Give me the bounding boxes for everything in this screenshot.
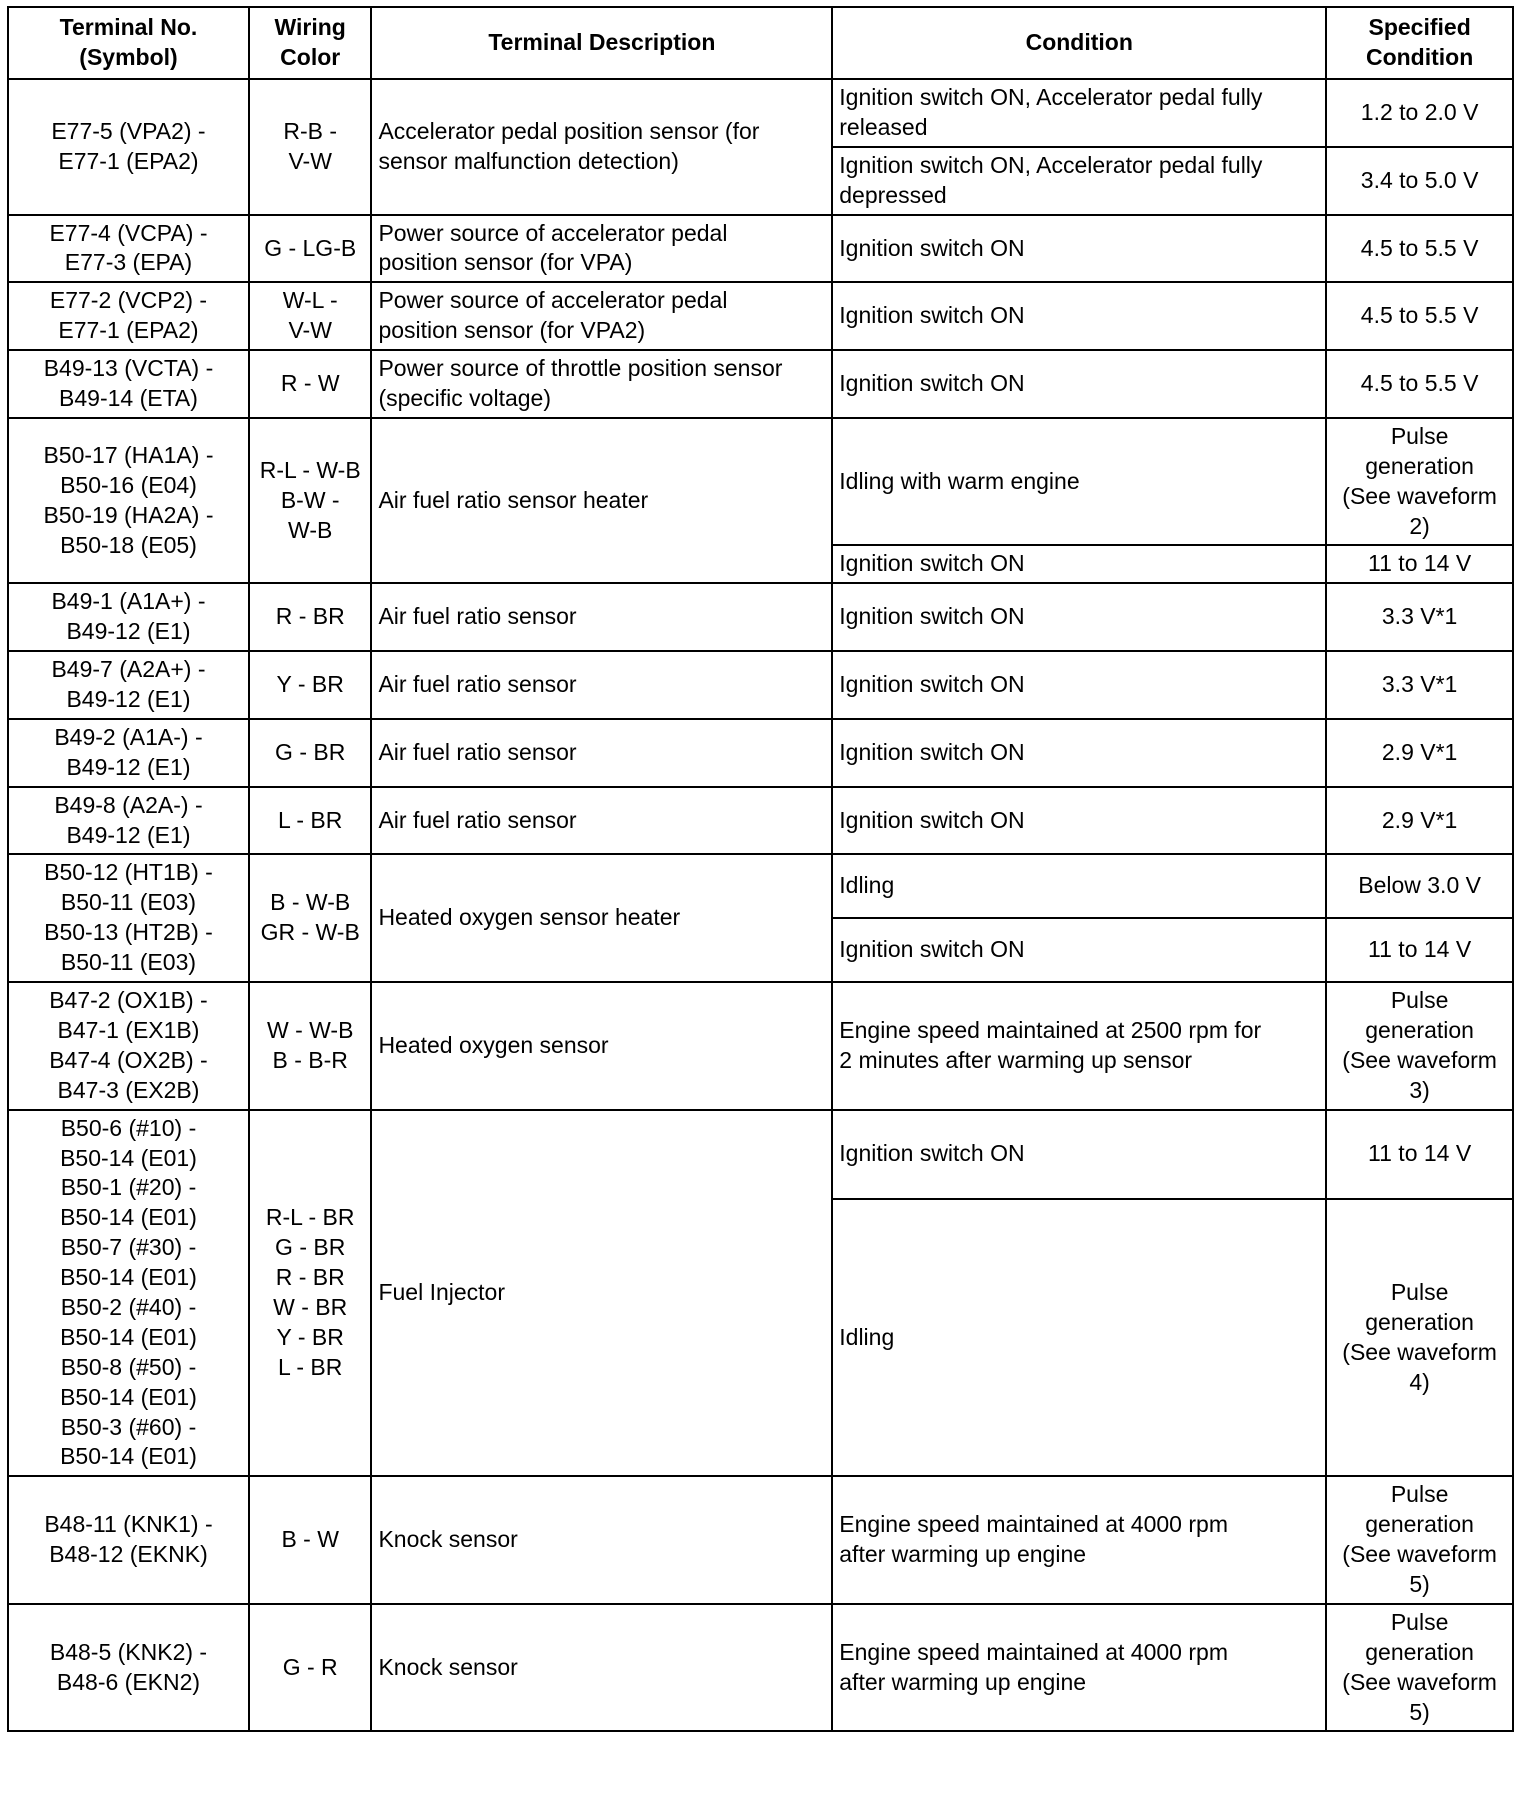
specified-condition-cell	[1326, 418, 1513, 546]
condition-line: Engine speed maintained at 4000 rpm	[839, 1638, 1228, 1665]
description-line: Heated oxygen sensor heater	[378, 904, 681, 931]
header-line: Terminal Description	[488, 29, 716, 56]
description-cell	[371, 418, 832, 583]
condition-cell	[832, 918, 1326, 982]
condition-line: Ignition switch ON	[839, 603, 1025, 630]
terminal-cell	[8, 215, 249, 283]
specified-condition-cell	[1326, 918, 1513, 982]
condition-line: Ignition switch ON	[839, 370, 1025, 397]
description-line: Power source of accelerator pedal	[378, 219, 728, 246]
table-row	[8, 1604, 1513, 1732]
header-wiring-color	[249, 7, 371, 79]
description-line: Air fuel ratio sensor	[378, 603, 577, 630]
specified-condition-cell	[1326, 1110, 1513, 1199]
terminal-line: B50-14 (E01)	[60, 1204, 197, 1231]
table-body	[8, 79, 1513, 1731]
terminal-line: B50-13 (HT2B) -	[44, 919, 213, 946]
terminal-line: B49-8 (A2A-) -	[54, 791, 203, 818]
terminal-cell	[8, 1110, 249, 1477]
terminal-line: B50-11 (E03)	[60, 889, 197, 916]
condition-cell	[832, 79, 1326, 147]
condition-cell	[832, 1199, 1326, 1476]
spec-line: Pulse	[1390, 1608, 1449, 1635]
description-cell	[371, 719, 832, 787]
terminal-cell	[8, 282, 249, 350]
terminal-line: B50-14 (E01)	[60, 1323, 197, 1350]
condition-cell	[832, 787, 1326, 855]
terminal-line: B48-11 (KNK1) -	[44, 1511, 213, 1538]
wiring-line: B - W-B	[270, 889, 351, 916]
terminal-line: B47-1 (EX1B)	[57, 1016, 200, 1043]
terminal-cell	[8, 854, 249, 982]
condition-line: Idling with warm engine	[839, 467, 1080, 494]
terminal-line: B50-8 (#50) -	[60, 1353, 197, 1380]
terminal-line: B48-5 (KNK2) -	[49, 1638, 208, 1665]
condition-line: 2 minutes after warming up sensor	[839, 1046, 1193, 1073]
terminal-line: E77-3 (EPA)	[64, 249, 193, 276]
description-cell	[371, 651, 832, 719]
description-line: sensor malfunction detection)	[378, 147, 679, 174]
description-line: Air fuel ratio sensor heater	[378, 486, 649, 513]
spec-line: 3.4 to 5.0 V	[1360, 166, 1479, 193]
terminal-line: B50-2 (#40) -	[60, 1293, 197, 1320]
wiring-line: G - LG-B	[264, 234, 357, 261]
terminal-cell	[8, 1604, 249, 1732]
condition-line: released	[839, 113, 928, 140]
terminal-line: B47-3 (EX2B)	[57, 1076, 200, 1103]
condition-cell	[832, 1604, 1326, 1732]
terminal-line: E77-1 (EPA2)	[58, 147, 199, 174]
spec-line: 3)	[1409, 1076, 1430, 1103]
description-line: Power source of accelerator pedal	[378, 287, 728, 314]
header-line: Terminal No.	[59, 14, 198, 41]
header-terminal-description	[371, 7, 832, 79]
wiring-color-cell	[249, 651, 371, 719]
condition-line: Ignition switch ON	[839, 550, 1025, 577]
wiring-line: L - BR	[278, 1353, 343, 1380]
spec-line: 5)	[1409, 1698, 1430, 1725]
description-cell	[371, 1476, 832, 1604]
specified-condition-cell	[1326, 147, 1513, 215]
table-row	[8, 1110, 1513, 1199]
description-line: Accelerator pedal position sensor (for	[378, 117, 760, 144]
specified-condition-cell	[1326, 1476, 1513, 1604]
wiring-line: R-B -	[283, 117, 338, 144]
terminal-line: B49-14 (ETA)	[59, 385, 198, 412]
header-line: Condition	[1025, 29, 1133, 56]
terminal-line: B49-1 (A1A+) -	[51, 588, 206, 615]
terminal-line: B49-2 (A1A-) -	[54, 723, 203, 750]
condition-cell	[832, 854, 1326, 918]
description-line: Heated oxygen sensor	[378, 1031, 609, 1058]
description-line: Knock sensor	[378, 1526, 518, 1553]
condition-cell	[832, 982, 1326, 1110]
spec-line: Pulse	[1390, 1278, 1449, 1305]
terminal-line: B50-11 (E03)	[60, 949, 197, 976]
description-line: Air fuel ratio sensor	[378, 806, 577, 833]
table-row	[8, 215, 1513, 283]
terminal-line: B49-12 (E1)	[66, 821, 191, 848]
wiring-color-cell	[249, 1476, 371, 1604]
terminal-line: B49-12 (E1)	[66, 753, 191, 780]
wiring-line: B-W -	[280, 486, 340, 513]
terminal-cell	[8, 719, 249, 787]
description-cell	[371, 350, 832, 418]
table-row	[8, 787, 1513, 855]
specified-condition-cell	[1326, 982, 1513, 1110]
description-cell	[371, 282, 832, 350]
specified-condition-cell	[1326, 1199, 1513, 1476]
wiring-line: W - W-B	[266, 1016, 354, 1043]
description-line: position sensor (for VPA)	[378, 249, 633, 276]
header-line: (Symbol)	[79, 44, 178, 70]
condition-line: Ignition switch ON	[839, 738, 1025, 765]
wiring-line: W - BR	[273, 1293, 348, 1320]
spec-line: 4)	[1409, 1368, 1430, 1395]
condition-cell	[832, 545, 1326, 583]
terminal-line: B50-14 (E01)	[60, 1264, 197, 1291]
specified-condition-cell	[1326, 282, 1513, 350]
description-cell	[371, 1110, 832, 1477]
spec-line: (See waveform	[1342, 1338, 1497, 1365]
wiring-line: R - BR	[275, 603, 345, 630]
wiring-line: W-B	[288, 516, 333, 543]
description-line: Power source of throttle position sensor	[378, 355, 783, 382]
wiring-color-cell	[249, 79, 371, 215]
terminal-cell	[8, 350, 249, 418]
specified-condition-cell	[1326, 719, 1513, 787]
wiring-line: GR - W-B	[260, 919, 360, 946]
spec-line: 3.3 V*1	[1381, 671, 1458, 698]
wiring-line: G - BR	[275, 738, 346, 765]
spec-line: generation	[1365, 1016, 1474, 1043]
condition-cell	[832, 350, 1326, 418]
header-line: Specified	[1368, 14, 1471, 41]
description-cell	[371, 583, 832, 651]
terminal-line: B50-18 (E05)	[60, 531, 197, 558]
terminal-cell	[8, 418, 249, 583]
specified-condition-cell	[1326, 854, 1513, 918]
terminal-line: B50-3 (#60) -	[60, 1413, 197, 1440]
spec-line: (See waveform	[1342, 1668, 1497, 1695]
spec-line: (See waveform	[1342, 482, 1497, 509]
condition-line: Ignition switch ON	[839, 234, 1025, 261]
terminal-cell	[8, 787, 249, 855]
table-row	[8, 1476, 1513, 1604]
header-line: Wiring	[274, 14, 346, 41]
specified-condition-cell	[1326, 1604, 1513, 1732]
terminal-cell	[8, 79, 249, 215]
terminal-line: B50-1 (#20) -	[60, 1174, 197, 1201]
wiring-line: L - BR	[278, 806, 343, 833]
spec-line: generation	[1365, 1308, 1474, 1335]
terminal-line: B50-16 (E04)	[60, 471, 197, 498]
spec-line: Pulse	[1390, 987, 1449, 1014]
condition-line: Ignition switch ON, Accelerator pedal fully	[839, 151, 1263, 178]
condition-cell	[832, 1110, 1326, 1199]
description-cell	[371, 787, 832, 855]
spec-line: Pulse	[1390, 1481, 1449, 1508]
header-line: Color	[280, 44, 341, 70]
header-line: Condition	[1365, 44, 1474, 70]
terminal-cell	[8, 1476, 249, 1604]
header-condition	[832, 7, 1326, 79]
condition-cell	[832, 1476, 1326, 1604]
wiring-line: G - R	[282, 1653, 338, 1680]
terminal-line: B48-6 (EKN2)	[56, 1668, 201, 1695]
condition-cell	[832, 583, 1326, 651]
wiring-line: B - W	[281, 1526, 339, 1553]
condition-line: Ignition switch ON	[839, 671, 1025, 698]
wiring-color-cell	[249, 350, 371, 418]
specified-condition-cell	[1326, 350, 1513, 418]
terminal-line: B47-2 (OX1B) -	[49, 987, 208, 1014]
terminal-line: B50-14 (E01)	[60, 1144, 197, 1171]
wiring-color-cell	[249, 854, 371, 982]
specified-condition-cell	[1326, 787, 1513, 855]
condition-line: after warming up engine	[839, 1668, 1087, 1695]
condition-line: Engine speed maintained at 2500 rpm for	[839, 1016, 1262, 1043]
wiring-line: W-L -	[282, 287, 338, 314]
terminal-cell	[8, 982, 249, 1110]
terminal-line: B48-12 (EKNK)	[49, 1541, 208, 1568]
spec-line: 2.9 V*1	[1381, 806, 1458, 833]
terminal-line: B47-4 (OX2B) -	[49, 1046, 208, 1073]
terminal-line: B50-19 (HA2A) -	[43, 501, 214, 528]
terminal-cell	[8, 651, 249, 719]
condition-cell	[832, 282, 1326, 350]
wiring-color-cell	[249, 982, 371, 1110]
specified-condition-cell	[1326, 651, 1513, 719]
condition-cell	[832, 418, 1326, 546]
terminal-line: B49-13 (VCTA) -	[43, 355, 214, 382]
wiring-color-cell	[249, 719, 371, 787]
condition-line: Ignition switch ON, Accelerator pedal fully	[839, 84, 1263, 110]
spec-line: (See waveform	[1342, 1046, 1497, 1073]
specified-condition-cell	[1326, 79, 1513, 147]
table-row	[8, 350, 1513, 418]
description-cell	[371, 1604, 832, 1732]
wiring-line: G - BR	[275, 1234, 346, 1261]
specified-condition-cell	[1326, 583, 1513, 651]
spec-line: generation	[1365, 1511, 1474, 1538]
description-cell	[371, 854, 832, 982]
wiring-line: R - BR	[275, 1264, 345, 1291]
condition-line: Idling	[839, 1323, 895, 1350]
terminal-line: E77-1 (EPA2)	[58, 317, 199, 344]
condition-line: Ignition switch ON	[839, 1140, 1025, 1167]
spec-line: 11 to 14 V	[1368, 550, 1472, 577]
table-row	[8, 79, 1513, 147]
description-line: position sensor (for VPA2)	[378, 317, 646, 344]
terminal-line: B50-12 (HT1B) -	[44, 859, 213, 886]
wiring-line: Y - BR	[276, 671, 344, 698]
wiring-line: B - B-R	[272, 1046, 348, 1073]
condition-cell	[832, 719, 1326, 787]
condition-line: Engine speed maintained at 4000 rpm	[839, 1511, 1228, 1538]
specified-condition-cell	[1326, 545, 1513, 583]
header-specified-condition	[1326, 7, 1513, 79]
description-line: Knock sensor	[378, 1653, 518, 1680]
description-line: (specific voltage)	[378, 385, 552, 412]
condition-line: after warming up engine	[839, 1541, 1087, 1568]
wiring-color-cell	[249, 1110, 371, 1477]
description-line: Air fuel ratio sensor	[378, 671, 577, 698]
wiring-color-cell	[249, 418, 371, 583]
description-cell	[371, 215, 832, 283]
terminal-line: B50-6 (#10) -	[60, 1114, 197, 1141]
terminal-line: E77-4 (VCPA) -	[49, 219, 208, 246]
spec-line: 4.5 to 5.5 V	[1360, 302, 1479, 329]
condition-line: Ignition switch ON	[839, 936, 1025, 963]
wiring-color-cell	[249, 282, 371, 350]
wiring-line: R-L - BR	[265, 1204, 355, 1231]
description-line: Fuel Injector	[378, 1279, 505, 1305]
description-line: Air fuel ratio sensor	[378, 738, 577, 765]
wiring-color-cell	[249, 787, 371, 855]
spec-line: 2)	[1409, 512, 1430, 539]
table-row	[8, 854, 1513, 918]
terminal-line: B49-7 (A2A+) -	[51, 656, 206, 683]
table-row	[8, 719, 1513, 787]
table-row	[8, 418, 1513, 546]
wiring-color-cell	[249, 1604, 371, 1732]
table-row	[8, 982, 1513, 1110]
wiring-color-cell	[249, 215, 371, 283]
terminal-line: E77-5 (VPA2) -	[51, 117, 206, 144]
table-row	[8, 651, 1513, 719]
wiring-line: Y - BR	[276, 1323, 344, 1350]
spec-line: generation	[1365, 452, 1474, 479]
spec-line: 4.5 to 5.5 V	[1360, 234, 1479, 261]
spec-line: 4.5 to 5.5 V	[1360, 370, 1479, 397]
header-terminal-no	[8, 7, 249, 79]
spec-line: 1.2 to 2.0 V	[1360, 98, 1479, 125]
terminal-specification-table	[7, 6, 1514, 1732]
description-cell	[371, 79, 832, 215]
header-row	[8, 7, 1513, 79]
spec-line: Below 3.0 V	[1358, 872, 1481, 899]
wiring-line: V-W	[288, 317, 332, 344]
wiring-line: R-L - W-B	[259, 456, 361, 483]
table-row	[8, 583, 1513, 651]
condition-cell	[832, 651, 1326, 719]
terminal-line: B50-14 (E01)	[60, 1443, 197, 1470]
terminal-cell	[8, 583, 249, 651]
spec-line: 2.9 V*1	[1381, 738, 1458, 765]
condition-line: Ignition switch ON	[839, 302, 1025, 329]
spec-line: 11 to 14 V	[1368, 936, 1472, 963]
wiring-line: V-W	[288, 147, 332, 174]
terminal-line: B50-7 (#30) -	[60, 1234, 197, 1261]
terminal-line: B50-17 (HA1A) -	[43, 441, 214, 468]
condition-line: Ignition switch ON	[839, 806, 1025, 833]
spec-line: 5)	[1409, 1570, 1430, 1597]
terminal-line: B49-12 (E1)	[66, 686, 191, 713]
wiring-line: R - W	[280, 370, 340, 397]
spec-line: 3.3 V*1	[1381, 603, 1458, 630]
spec-line: Pulse	[1390, 422, 1449, 449]
condition-cell	[832, 147, 1326, 215]
condition-line: depressed	[839, 181, 947, 208]
specified-condition-cell	[1326, 215, 1513, 283]
table-row	[8, 282, 1513, 350]
terminal-line: B50-14 (E01)	[60, 1383, 197, 1410]
condition-cell	[832, 215, 1326, 283]
condition-line: Idling	[839, 872, 895, 899]
spec-line: (See waveform	[1342, 1541, 1497, 1568]
spec-line: generation	[1365, 1638, 1474, 1665]
spec-line: 11 to 14 V	[1368, 1140, 1472, 1167]
terminal-line: E77-2 (VCP2) -	[49, 287, 208, 314]
terminal-line: B49-12 (E1)	[66, 618, 191, 645]
wiring-color-cell	[249, 583, 371, 651]
description-cell	[371, 982, 832, 1110]
